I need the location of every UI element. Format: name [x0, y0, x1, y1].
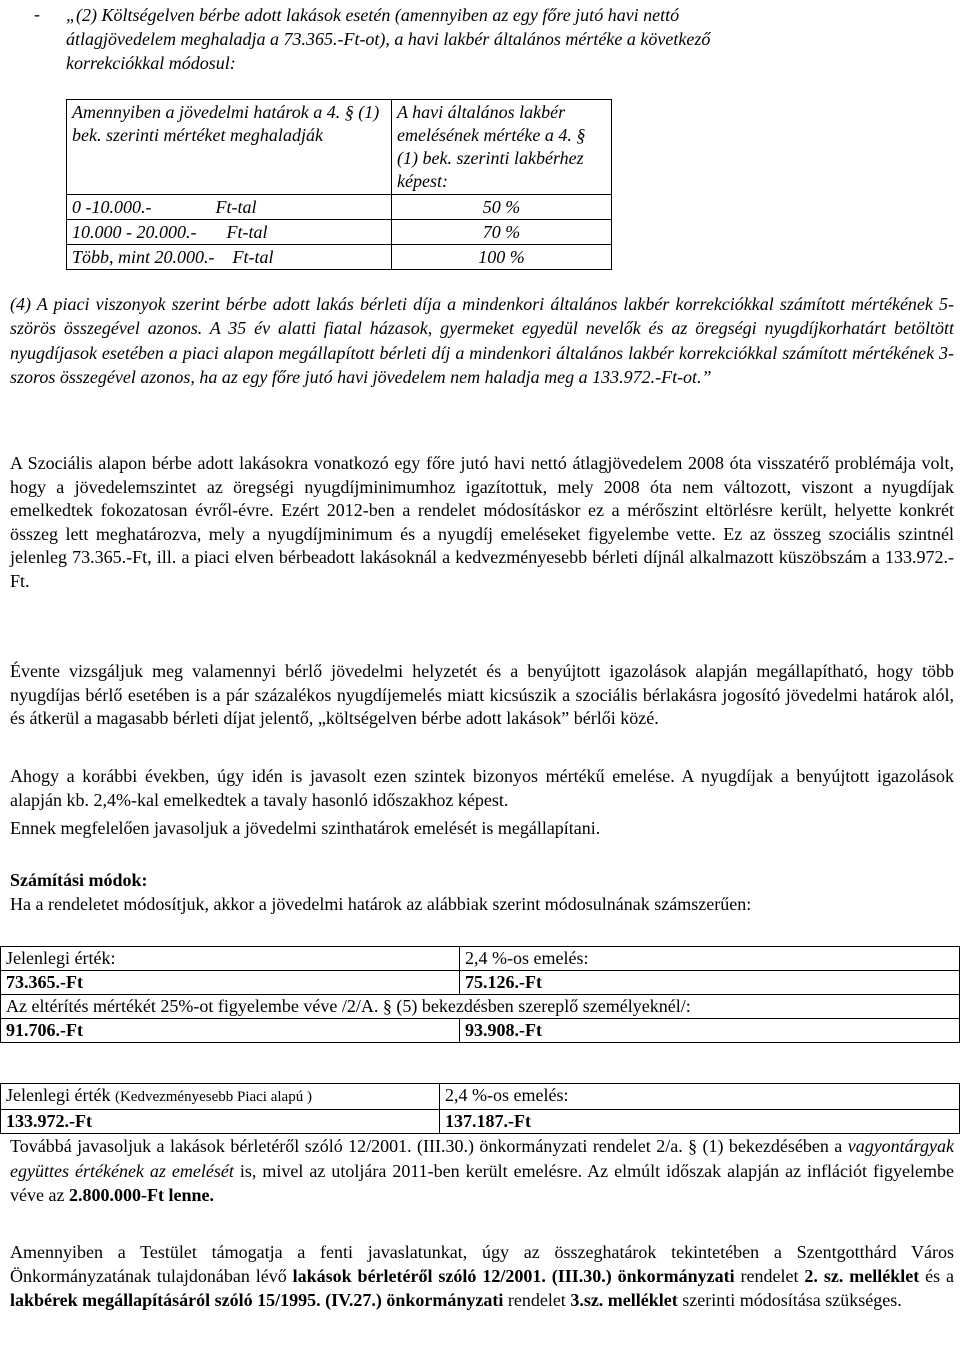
final-text-4: rendelet — [503, 1290, 571, 1311]
rent-range-cell — [67, 220, 392, 245]
table-row — [1, 1019, 960, 1043]
final-bold-3: lakbérek megállapításáról szóló 15/1995. (IV.27.) önkormányzati — [10, 1290, 504, 1311]
rent-unit: Ft-tal — [226, 222, 268, 242]
rent-range-cell — [67, 195, 392, 220]
final-text-1: Amennyiben a Testület támogatja a fenti javaslatunkat, úgy az összeghatárok tekintetében a Szentgotthárd Város Önkormányzatának tulajdonában lévő — [10, 1242, 954, 1287]
final-bold-1: lakások bérletéről szóló 12/2001. (III.30.) önkormányzati — [292, 1266, 735, 1287]
rent-table-header-right: A havi általános lakbér emelésének mértéke a 4. § (1) bek. szerinti lakbérhez képest: — [392, 100, 612, 195]
raised-value: 137.187.-Ft — [440, 1110, 960, 1134]
rent-unit: Ft-tal — [232, 247, 274, 267]
rent-unit: Ft-tal — [215, 197, 257, 217]
table-row — [1, 1110, 960, 1134]
deviation-text: Az eltérítés mértékét 25%-ot figyelembe véve /2/A. § (5) bekezdésben szereplő személyeknél/: — [1, 995, 960, 1019]
deviation-raised-value: 93.908.-Ft — [460, 1019, 960, 1043]
tovabba-bold: 2.800.000-Ft lenne. — [68, 1185, 214, 1205]
tovabba-paragraph — [10, 1134, 954, 1208]
final-paragraph — [10, 1240, 954, 1313]
tovabba-italic: vagyontárgyak együttes értékének az emelését — [10, 1136, 954, 1181]
table-row — [1, 971, 960, 995]
amendment-intro-line-1: „(2) Költségelven bérbe adott lakások esetén (amennyiben az egy főre jutó havi nettó — [66, 5, 680, 25]
final-bold-4: 3.sz. melléklet — [570, 1290, 678, 1311]
amendment-intro-line-2: átlagjövedelem meghaladja a 73.365.-Ft-ot), a havi lakbér általános mértéke a következő — [66, 29, 711, 49]
final-text-5: szerinti módosítása szükséges. — [677, 1290, 902, 1311]
raised-value: 75.126.-Ft — [460, 971, 960, 995]
deviation-current-value: 91.706.-Ft — [1, 1019, 460, 1043]
amendment-intro — [66, 3, 960, 75]
rent-range: 10.000 - 20.000.- — [72, 222, 197, 242]
final-bold-2: 2. sz. melléklet — [804, 1266, 920, 1287]
table-row — [1, 995, 960, 1019]
paragraph-4: (4) A piaci viszonyok szerint bérbe adott lakás bérleti díja a mindenkori általános lakbér korrekciókkal számított mértékének 5-szörös összegével azonos. A 35 év alatti fiatal házasok, gyermeket egyedül nevelők és az öregségi nyugdíjkorhatárt betöltött nyugdíjasok esetében a piaci alapon megállapított bérleti díj a mindenkori általános lakbér korrekciókkal számított mértékének 3-szoros összegével azonos, ha az egy főre jutó havi jövedelem nem haladja meg a 133.972.-Ft-ot.” — [10, 294, 954, 388]
table-row — [1, 1084, 960, 1110]
ennek-paragraph: Ennek megfelelően javasoljuk a jövedelmi szinthatárok emelését is megállapítani. — [10, 818, 601, 838]
current-label-cell — [1, 1084, 440, 1110]
table-row — [67, 195, 612, 220]
table-row — [1, 947, 960, 971]
final-text-2: rendelet — [734, 1266, 805, 1287]
tovabba-text-1: Továbbá javasoljuk a lakások bérletéről szóló 12/2001. (III.30.) önkormányzati rendelet 2/a. § (1) bekezdésében a — [10, 1136, 848, 1156]
social-paragraph: A Szociális alapon bérbe adott lakásokra vonatkozó egy főre jutó havi nettó átlagjövedelem 2008 óta visszatérő problémája volt, hogy a jövedelemszintet az öregségi nyugdíjminimumhoz igazítottuk, mely 2008 óta nem változott, viszont a nyugdíjak emelkedtek fokozatosan évről-évre. Ezért 2012-ben a rendelet módosításkor ez a mérőszint eltörlésre került, helyette konkrét összeg lett meghatározva, mely a nyugdíjminimum és a nyugdíj emeléseket figyelembe vette. Ez az összeg szociális szintnél jelenleg 73.365.-Ft, ill. a piaci elven bérbeadott lakásoknál a kedvezményesebb bérleti díjnál alkalmazott küszöbszám a 133.972.-Ft. — [10, 453, 954, 591]
table-row — [67, 220, 612, 245]
calc-intro: Ha a rendeletet módosítjuk, akkor a jövedelmi határok az alábbiak szerint módosulnának számszerűen: — [10, 894, 752, 914]
current-label: Jelenlegi érték: — [1, 947, 460, 971]
calc-table-social — [0, 946, 960, 1043]
rent-range: Több, mint 20.000.- — [72, 247, 215, 267]
calc-table-market — [0, 1083, 960, 1134]
rent-table-header-left: Amennyiben a jövedelmi határok a 4. § (1) bek. szerinti mértéket meghaladják — [67, 100, 392, 195]
rent-percent: 70 % — [392, 220, 612, 245]
raise-label: 2,4 %-os emelés: — [460, 947, 960, 971]
list-dash: - — [34, 4, 40, 24]
ahogy-paragraph: Ahogy a korábbi években, úgy idén is javasolt ezen szintek bizonyos mértékű emelése. A nyugdíjak a benyújtott igazolások alapján kb. 2,4%-kal emelkedtek a tavaly hasonló időszakhoz képest. — [10, 766, 954, 810]
current-value: 73.365.-Ft — [1, 971, 460, 995]
rent-correction-table — [66, 99, 612, 270]
calc-heading: Számítási módok: — [10, 870, 148, 890]
raise-label: 2,4 %-os emelés: — [440, 1084, 960, 1110]
current-label: Jelenlegi érték — [6, 1085, 111, 1105]
final-text-3: és a — [919, 1266, 954, 1287]
rent-range-cell — [67, 245, 392, 270]
table-row — [67, 245, 612, 270]
rent-percent: 50 % — [392, 195, 612, 220]
amendment-intro-line-3: korrekciókkal módosul: — [66, 53, 236, 73]
current-value: 133.972.-Ft — [1, 1110, 440, 1134]
rent-range: 0 -10.000.- — [72, 197, 152, 217]
yearly-review-paragraph: Évente vizsgáljuk meg valamennyi bérlő jövedelmi helyzetét és a benyújtott igazolások alapján megállapítható, hogy több nyugdíjas bérlő esetében is a pár százalékos nyugdíjemelés miatt kicsúszik a szociális bérlakásra jogosító jövedelmi határok alól, és átkerül a magasabb bérleti díjat jelentő, „költségelven bérbe adott lakások” bérlői közé. — [10, 661, 954, 728]
current-note: (Kedvezményesebb Piaci alapú ) — [114, 1089, 312, 1105]
rent-percent: 100 % — [392, 245, 612, 270]
rent-table-header-row — [67, 100, 612, 195]
tovabba-text-2: is, mivel az utoljára 2011-ben került emelésre. Az elmúlt időszak alapján az inflációt figyelembe véve az — [10, 1160, 954, 1205]
